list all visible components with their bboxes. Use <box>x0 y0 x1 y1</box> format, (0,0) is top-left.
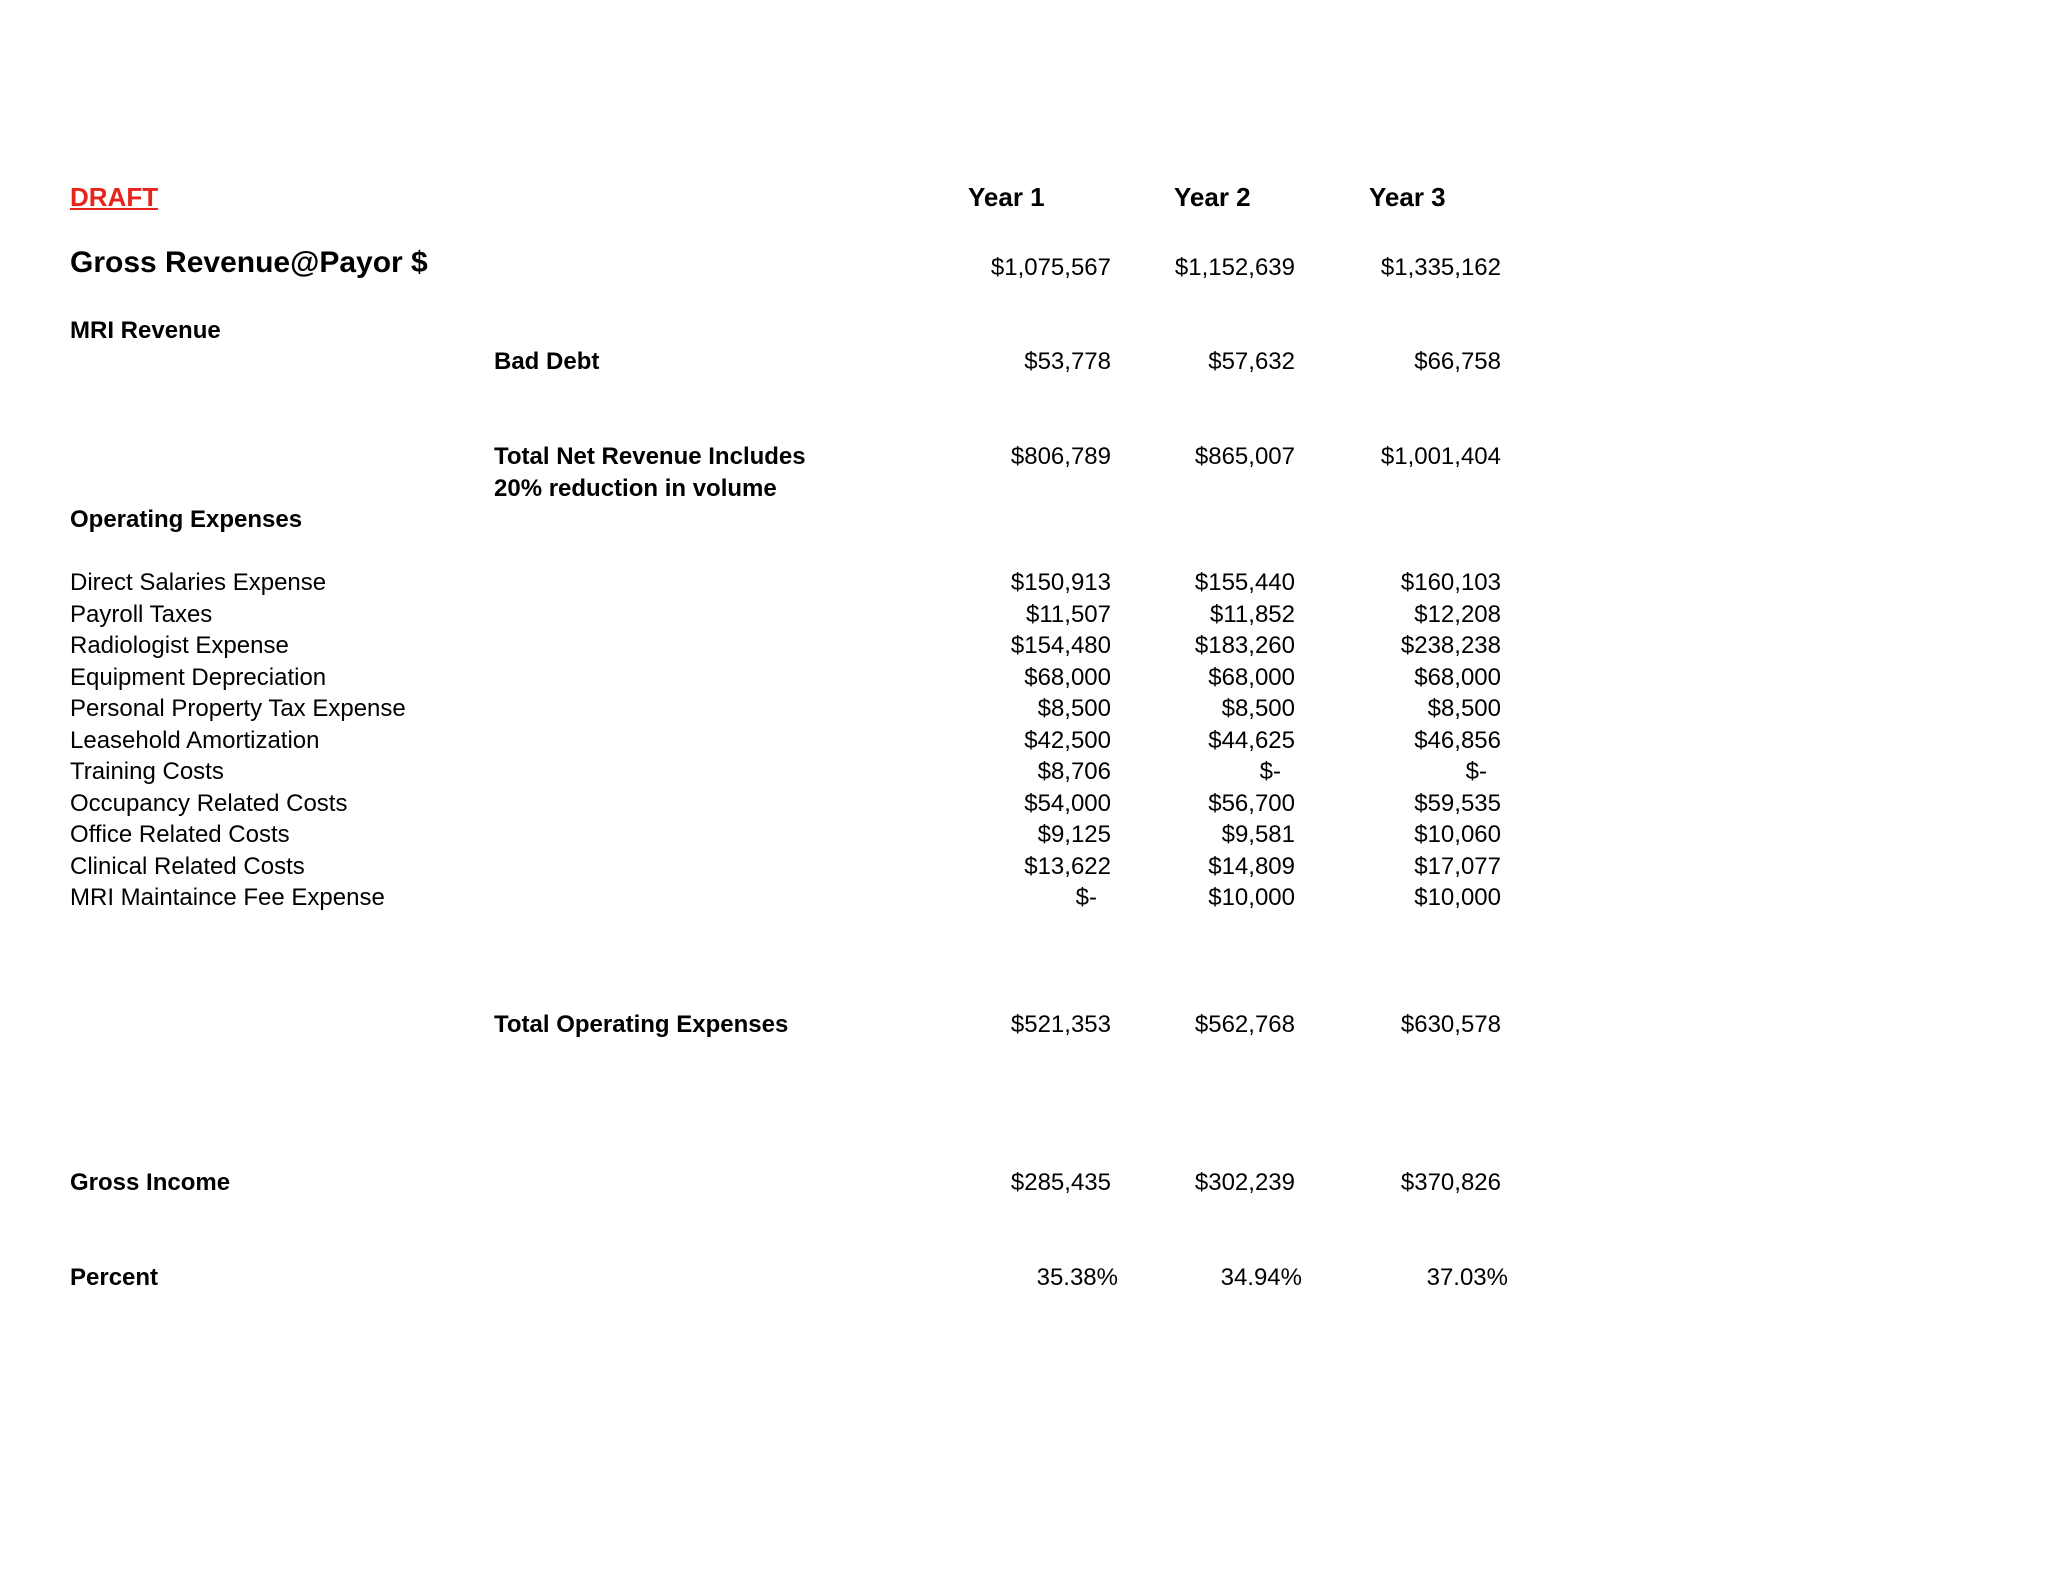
expense-year-3-value: $238,238 <box>1400 632 1501 659</box>
expense-year-2-value: $9,581 <box>1221 821 1295 848</box>
expense-year-1-value: $154,480 <box>1010 632 1111 659</box>
total-net-revenue-year-2: $865,007 <box>1194 443 1295 470</box>
expense-year-3-value: $46,856 <box>1414 727 1501 754</box>
bad-debt-year-1: $53,778 <box>1024 348 1111 375</box>
expense-year-3-value: $68,000 <box>1414 664 1501 691</box>
expense-year-1-value: $54,000 <box>1024 790 1111 817</box>
expense-year-2-value: $44,625 <box>1208 727 1295 754</box>
total-net-revenue-year-3: $1,001,404 <box>1380 443 1501 470</box>
expense-year-3-value: $12,208 <box>1414 601 1501 628</box>
gross-income-year-2: $302,239 <box>1194 1169 1295 1196</box>
expense-year-1-value: $11,507 <box>1026 601 1111 628</box>
expense-year-1-value: $- <box>1075 884 1097 911</box>
gross-revenue-year-1: $1,075,567 <box>990 254 1111 281</box>
total-operating-expenses-label: Total Operating Expenses <box>494 1011 789 1038</box>
expense-year-3-value: $8,500 <box>1427 695 1501 722</box>
year-3-header: Year 3 <box>1369 182 1446 212</box>
percent-year-2: 34.94% <box>1220 1264 1302 1291</box>
operating-expenses-label: Operating Expenses <box>70 506 303 533</box>
bad-debt-label: Bad Debt <box>494 348 600 375</box>
gross-revenue-year-3: $1,335,162 <box>1380 254 1501 281</box>
expense-year-1-value: $8,706 <box>1037 758 1111 785</box>
expense-year-1-value: $150,913 <box>1010 569 1111 596</box>
mri-revenue-label: MRI Revenue <box>70 317 221 344</box>
gross-revenue-year-2: $1,152,639 <box>1174 254 1295 281</box>
total-operating-expenses-year-1: $521,353 <box>1010 1011 1111 1038</box>
year-2-header: Year 2 <box>1174 182 1251 212</box>
expense-label: Payroll Taxes <box>70 601 213 628</box>
expense-year-3-value: $- <box>1465 758 1487 785</box>
expense-year-2-value: $8,500 <box>1221 695 1295 722</box>
bad-debt-year-3: $66,758 <box>1414 348 1501 375</box>
expense-year-1-value: $68,000 <box>1024 664 1111 691</box>
total-operating-expenses-year-3: $630,578 <box>1400 1011 1501 1038</box>
expense-year-1-value: $9,125 <box>1037 821 1111 848</box>
gross-revenue-label: Gross Revenue@Payor $ <box>70 246 428 279</box>
gross-income-year-1: $285,435 <box>1010 1169 1111 1196</box>
expense-label: MRI Maintaince Fee Expense <box>70 884 385 911</box>
gross-income-year-3: $370,826 <box>1400 1169 1501 1196</box>
expense-year-2-value: $11,852 <box>1210 601 1295 628</box>
expense-year-2-value: $14,809 <box>1208 853 1295 880</box>
percent-label: Percent <box>70 1264 159 1291</box>
expense-year-3-value: $59,535 <box>1414 790 1501 817</box>
expense-label: Equipment Depreciation <box>70 664 327 691</box>
expense-year-3-value: $10,000 <box>1414 884 1501 911</box>
expense-year-3-value: $17,077 <box>1414 853 1501 880</box>
year-1-header: Year 1 <box>968 182 1045 212</box>
total-net-revenue-year-1: $806,789 <box>1010 443 1111 470</box>
expense-year-2-value: $183,260 <box>1194 632 1295 659</box>
expense-year-1-value: $42,500 <box>1024 727 1111 754</box>
expense-year-3-value: $160,103 <box>1400 569 1501 596</box>
expense-label: Office Related Costs <box>70 821 290 848</box>
expense-label: Direct Salaries Expense <box>70 569 327 596</box>
expense-year-2-value: $10,000 <box>1208 884 1295 911</box>
expense-label: Occupancy Related Costs <box>70 790 348 817</box>
expense-label: Personal Property Tax Expense <box>70 695 406 722</box>
expense-label: Training Costs <box>70 758 224 785</box>
expense-year-3-value: $10,060 <box>1414 821 1501 848</box>
gross-income-label: Gross Income <box>70 1169 231 1196</box>
total-net-revenue-label-line-1: Total Net Revenue Includes <box>494 443 806 470</box>
total-net-revenue-label-line-2: 20% reduction in volume <box>494 475 777 502</box>
percent-year-1: 35.38% <box>1036 1264 1118 1291</box>
expense-label: Clinical Related Costs <box>70 853 305 880</box>
percent-year-3: 37.03% <box>1426 1264 1508 1291</box>
expense-year-2-value: $68,000 <box>1208 664 1295 691</box>
expense-label: Radiologist Expense <box>70 632 289 659</box>
expense-year-2-value: $- <box>1259 758 1281 785</box>
bad-debt-year-2: $57,632 <box>1208 348 1295 375</box>
expense-year-2-value: $56,700 <box>1208 790 1295 817</box>
expense-label: Leasehold Amortization <box>70 727 320 754</box>
expense-year-1-value: $8,500 <box>1037 695 1111 722</box>
total-operating-expenses-year-2: $562,768 <box>1194 1011 1295 1038</box>
expense-year-1-value: $13,622 <box>1024 853 1111 880</box>
expense-year-2-value: $155,440 <box>1194 569 1295 596</box>
draft-label: DRAFT <box>70 182 159 212</box>
